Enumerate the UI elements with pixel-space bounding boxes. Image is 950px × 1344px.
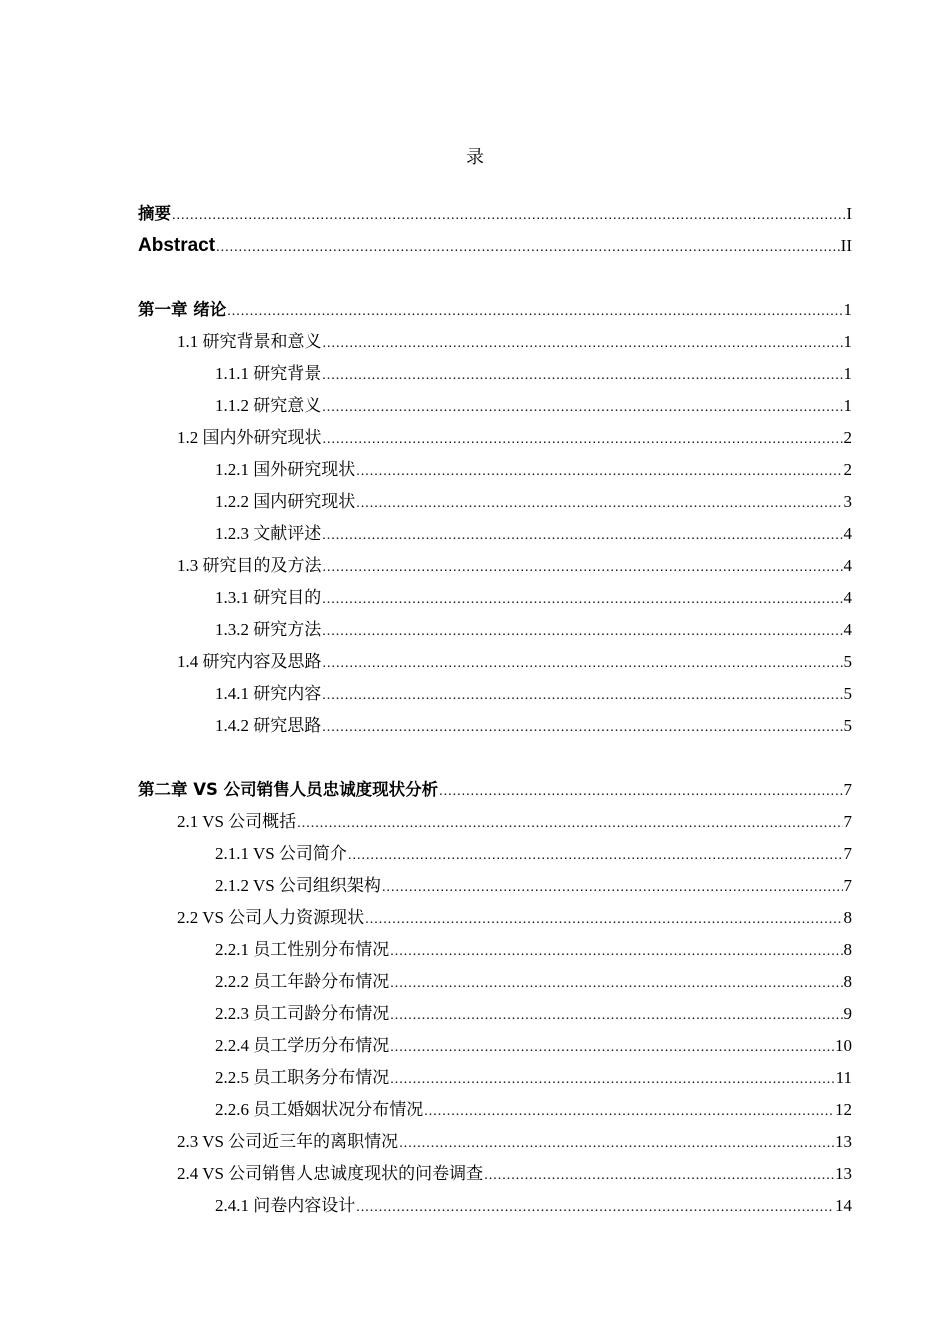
toc-entry[interactable]	[138, 550, 852, 582]
toc-entry-label: 1.4.1 研究内容	[215, 684, 322, 703]
toc-entry-page-number: 1	[843, 332, 852, 351]
toc-entry[interactable]	[138, 326, 852, 358]
toc-entry-page-number: 4	[843, 524, 852, 543]
toc-entry-page-number: 1	[843, 364, 852, 383]
toc-entry-page-number: 5	[843, 652, 852, 671]
toc-entry-page-number: 13	[835, 1164, 852, 1183]
toc-entry[interactable]	[138, 358, 852, 390]
toc-entry[interactable]	[138, 198, 852, 230]
toc-entry-label: 2.3 VS 公司近三年的离职情况	[177, 1132, 399, 1151]
toc-leader-dots	[390, 1032, 834, 1064]
toc-entry-label: 2.1.1 VS 公司简介	[215, 844, 347, 863]
toc-leader-dots	[356, 488, 842, 520]
toc-entry[interactable]	[138, 582, 852, 614]
toc-entry-label: 1.3.1 研究目的	[215, 588, 322, 607]
toc-entry-label: 2.4.1 问卷内容设计	[215, 1196, 356, 1215]
toc-leader-dots	[390, 1000, 842, 1032]
toc-leader-dots	[323, 328, 843, 360]
toc-entry-label: 2.1.2 VS 公司组织架构	[215, 876, 381, 895]
toc-entry[interactable]	[138, 1126, 852, 1158]
toc-leader-dots	[356, 456, 842, 488]
toc-entry-page-number: 7	[843, 844, 852, 863]
toc-leader-dots	[439, 776, 842, 808]
toc-entry-label: 2.2.5 员工职务分布情况	[215, 1068, 390, 1087]
toc-entry-page-number: 1	[843, 396, 852, 415]
toc-entry-page-number: 1	[843, 300, 852, 319]
toc-entry-page-number: 9	[843, 1004, 852, 1023]
toc-leader-dots	[382, 872, 843, 904]
toc-entry[interactable]	[138, 1094, 852, 1126]
toc-entry-label: 2.1 VS 公司概括	[177, 812, 297, 831]
toc-entry-page-number: 14	[835, 1196, 852, 1215]
toc-entry-label: 2.2.3 员工司龄分布情况	[215, 1004, 390, 1023]
toc-entry-page-number: 5	[843, 716, 852, 735]
toc-entry-page-number: 3	[843, 492, 852, 511]
toc-entry[interactable]	[138, 710, 852, 742]
table-of-contents	[138, 198, 852, 1222]
toc-entry[interactable]	[138, 454, 852, 486]
toc-entry-label: 1.1.1 研究背景	[215, 364, 322, 383]
toc-leader-dots	[390, 936, 842, 968]
toc-leader-dots	[390, 968, 842, 1000]
toc-leader-dots	[323, 552, 843, 584]
toc-entry[interactable]	[138, 294, 852, 326]
toc-entry-label: 2.2.2 员工年龄分布情况	[215, 972, 390, 991]
toc-leader-dots	[322, 360, 842, 392]
toc-entry-label: 摘要	[138, 204, 171, 223]
toc-entry-label: 2.4 VS 公司销售人忠诚度现状的问卷调查	[177, 1164, 484, 1183]
toc-entry-label: Abstract	[138, 235, 216, 256]
toc-entry-page-number: 2	[843, 428, 852, 447]
toc-entry-page-number: 5	[843, 684, 852, 703]
toc-entry[interactable]	[138, 934, 852, 966]
toc-entry[interactable]	[138, 486, 852, 518]
toc-entry-page-number: 11	[835, 1068, 852, 1087]
toc-entry-page-number: 4	[843, 556, 852, 575]
toc-entry-page-number: 4	[843, 588, 852, 607]
toc-entry-label: 1.2 国内外研究现状	[177, 428, 322, 447]
toc-entry[interactable]	[138, 390, 852, 422]
toc-entry[interactable]	[138, 678, 852, 710]
toc-entry-label: 第一章 绪论	[138, 300, 227, 319]
toc-entry[interactable]	[138, 518, 852, 550]
toc-entry-label: 1.1 研究背景和意义	[177, 332, 322, 351]
toc-entry-page-number: 7	[843, 876, 852, 895]
toc-entry-label: 1.1.2 研究意义	[215, 396, 322, 415]
toc-leader-dots	[356, 1192, 834, 1224]
toc-entry-label: 1.4 研究内容及思路	[177, 652, 322, 671]
toc-entry[interactable]	[138, 1158, 852, 1190]
toc-entry-label: 2.2.1 员工性别分布情况	[215, 940, 390, 959]
toc-leader-dots	[297, 808, 842, 840]
toc-entry-label: 第二章 VS 公司销售人员忠诚度现状分析	[138, 780, 439, 799]
toc-entry-page-number: 12	[835, 1100, 852, 1119]
toc-entry-label: 1.3 研究目的及方法	[177, 556, 322, 575]
toc-entry[interactable]	[138, 230, 852, 262]
toc-leader-dots	[322, 680, 842, 712]
toc-entry[interactable]	[138, 998, 852, 1030]
toc-entry-page-number: 8	[843, 972, 852, 991]
toc-entry-label: 1.2.1 国外研究现状	[215, 460, 356, 479]
toc-entry[interactable]	[138, 902, 852, 934]
toc-entry-label: 2.2 VS 公司人力资源现状	[177, 908, 365, 927]
toc-leader-dots	[216, 232, 840, 264]
page-title: 录	[466, 147, 484, 167]
toc-entry[interactable]	[138, 422, 852, 454]
toc-entry[interactable]	[138, 1190, 852, 1222]
toc-entry[interactable]	[138, 966, 852, 998]
toc-entry-page-number: 7	[843, 812, 852, 831]
toc-entry[interactable]	[138, 1030, 852, 1062]
toc-leader-dots	[322, 616, 842, 648]
toc-leader-dots	[322, 392, 842, 424]
toc-entry-page-number: II	[840, 236, 852, 255]
toc-leader-dots	[322, 520, 842, 552]
toc-entry-page-number: I	[846, 204, 852, 223]
toc-leader-dots	[348, 840, 843, 872]
toc-entry-label: 1.2.2 国内研究现状	[215, 492, 356, 511]
toc-leader-dots	[323, 424, 843, 456]
toc-entry-label: 1.3.2 研究方法	[215, 620, 322, 639]
toc-entry-page-number: 7	[843, 780, 852, 799]
toc-gap	[138, 262, 852, 294]
toc-entry[interactable]	[138, 646, 852, 678]
toc-entry-page-number: 2	[843, 460, 852, 479]
toc-leader-dots	[365, 904, 842, 936]
toc-leader-dots	[323, 648, 843, 680]
toc-leader-dots	[484, 1160, 834, 1192]
toc-entry[interactable]	[138, 1062, 852, 1094]
toc-entry-page-number: 8	[843, 908, 852, 927]
toc-leader-dots	[390, 1064, 834, 1096]
toc-entry[interactable]	[138, 870, 852, 902]
toc-entry[interactable]	[138, 774, 852, 806]
toc-leader-dots	[322, 712, 842, 744]
toc-leader-dots	[227, 296, 842, 328]
toc-entry[interactable]	[138, 806, 852, 838]
toc-entry[interactable]	[138, 614, 852, 646]
toc-entry-label: 2.2.6 员工婚姻状况分布情况	[215, 1100, 424, 1119]
toc-entry-label: 2.2.4 员工学历分布情况	[215, 1036, 390, 1055]
toc-entry[interactable]	[138, 838, 852, 870]
toc-entry-page-number: 4	[843, 620, 852, 639]
toc-leader-dots	[424, 1096, 834, 1128]
toc-leader-dots	[399, 1128, 834, 1160]
toc-entry-label: 1.2.3 文献评述	[215, 524, 322, 543]
toc-leader-dots	[322, 584, 842, 616]
toc-entry-label: 1.4.2 研究思路	[215, 716, 322, 735]
toc-entry-page-number: 13	[835, 1132, 852, 1151]
toc-leader-dots	[172, 200, 845, 232]
toc-entry-page-number: 10	[835, 1036, 852, 1055]
toc-gap	[138, 742, 852, 774]
toc-entry-page-number: 8	[843, 940, 852, 959]
